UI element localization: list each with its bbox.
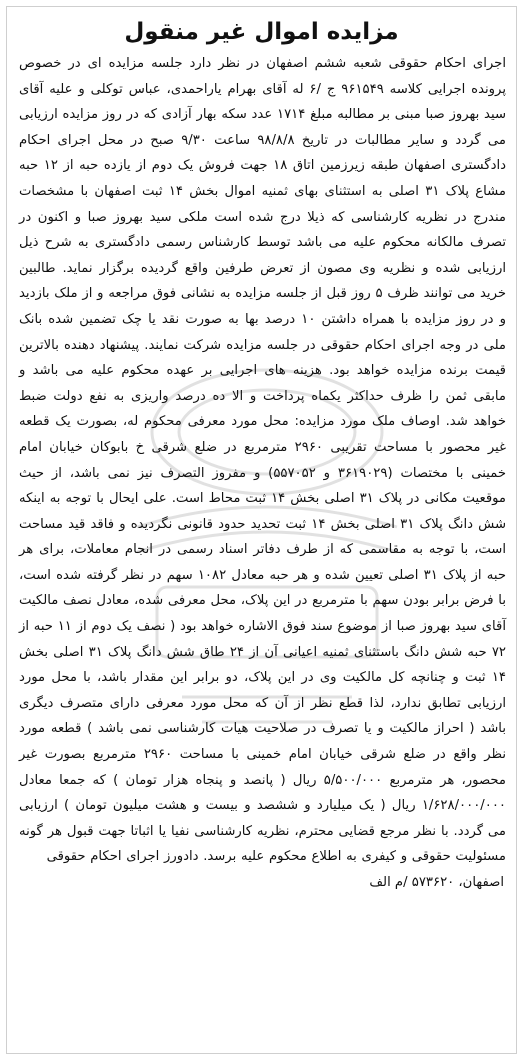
notice-sheet [6, 6, 517, 1054]
notice-title: مزایده اموال غیر منقول [124, 19, 399, 45]
notice-signature: اصفهان، ۵۷۳۶۲۰ /م الف [369, 875, 504, 890]
notice-body-paragraph: اجرای احکام حقوقی شعبه ششم اصفهان در نظر دارد جلسه مزایده ای در خصوص پرونده اجرایی کلاسه ۹۶۱۵۴۹ ج /۶ له آقای بهرام یاراحمدی، عباس توکلی و علیه آقای سید بهروز صبا مبنی بر مطالبه مبلغ ۱۷۱۴ عدد سکه بهار آزادی که در روز مزایده ارزیابی می گردد و سایر مطالبات در تاریخ ۹۸/۸/۸ ساعت ۹/۳۰ صبح در محل اجرای احکام دادگستری اصفهان طبقه زیرزمین اتاق ۱۸ جهت فروش یک دوم از یازده حبه از ۱۲ حبه مشاع پلاک ۳۱ اصلی به استثنای بهای ثمنیه اموال بخش ۱۴ ثبت اصفهان با مشخصات مندرج در نظریه کارشناسی که ذیلا درج شده است ملکی سید بهروز صبا و اکنون در تصرف مالکانه محکوم علیه می باشد توسط کارشناس رسمی دادگستری به شرح ذیل ارزیابی شده و نظریه وی مصون از تعرض طرفین واقع گردیده برگزار نماید. طالبین خرید می توانند ظرف ۵ روز قبل از جلسه مزایده به نشانی فوق مراجعه و از ملک بازدید و در روز مزایده با همراه داشتن ۱۰ درصد بها به صورت نقد یا چک تضمین شده بانک ملی در وجه اجرای احکام حقوقی در جلسه مزایده شرکت نمایند. پیشنهاد دهنده بالاترین قیمت برنده مزایده خواهد بود. هزینه های اجرایی بر عهده محکوم علیه می باشد و مابقی ثمن را ظرف حداکثر یکماه پرداخت و الا ده درصد واریزی به نفع دولت ضبط خواهد شد. اوصاف ملک مورد مزایده: محل مورد معرفی محکوم له، بصورت یک قطعه غیر محصور با مساحت تقریبی ۲۹۶۰ مترمربع در ضلع شرقی خ بابوکان خیابان امام خمینی با مختصات (۳۶۱۹۰۲۹ و ۵۵۷۰۵۲) و مفروز التصرف نیز نمی باشد، از حیث موقعیت مکانی در پلاک ۳۱ اصلی بخش ۱۴ ثبت محاط است. علی ایحال با توجه به اینکه شش دانگ پلاک ۳۱ اصلی بخش ۱۴ ثبت تحدید حدود قانونی نگردیده و فاقد قید مساحت است، با توجه به مقاسمی که از طرف دفاتر اسناد رسمی در انجام معاملات، برای هر حبه از پلاک ۳۱ اصلی تعیین شده و هر حبه معادل ۱۰۸۲ سهم در نظر گرفته شده است، با فرض برابر بودن سهم با مترمربع در این پلاک، محل معرفی شده، معادل نصف مالکیت آقای سید بهروز صبا از موضوع سند فوق الاشاره خواهد بود ( نصف یک دوم از ۱۱ حبه از ۷۲ حبه شش دانگ باستثنای ثمنیه اعیانی آن از ۲۴ طاق شش دانگ پلاک ۳۱ اصلی بخش ۱۴ ثبت و چنانچه کل مالکیت وی در این پلاک، دو برابر این مقدار باشد، با محل مورد ارزیابی تطابق ندارد، لذا قطع نظر از آن که محل مورد معرفی دارای متصرف دیگری باشد ( احراز مالکیت و یا تصرف در صلاحیت هیات کارشناسی نمی باشد ) قطعه مورد نظر واقع در ضلع شرقی خیابان امام خمینی با مساحت ۲۹۶۰ مترمربع بصورت غیر محصور، هر مترمربع ۵/۵۰۰/۰۰۰ ریال ( پانصد و پنجاه هزار تومان ) که جمعا معادل ۱/۶۲۸/۰۰۰/۰۰۰ ریال ( یک میلیارد و ششصد و بیست و هشت میلیون تومان ) ارزیابی می گردد. با نظر مرجع قضایی محترم، نظریه کارشناسی نفیا یا اثباتا جهت قبول هر گونه مسئولیت حقوقی و کیفری به اطلاع محکوم علیه برسد. دادورز اجرای احکام حقوقی [18, 56, 507, 865]
notice-body [19, 51, 506, 870]
